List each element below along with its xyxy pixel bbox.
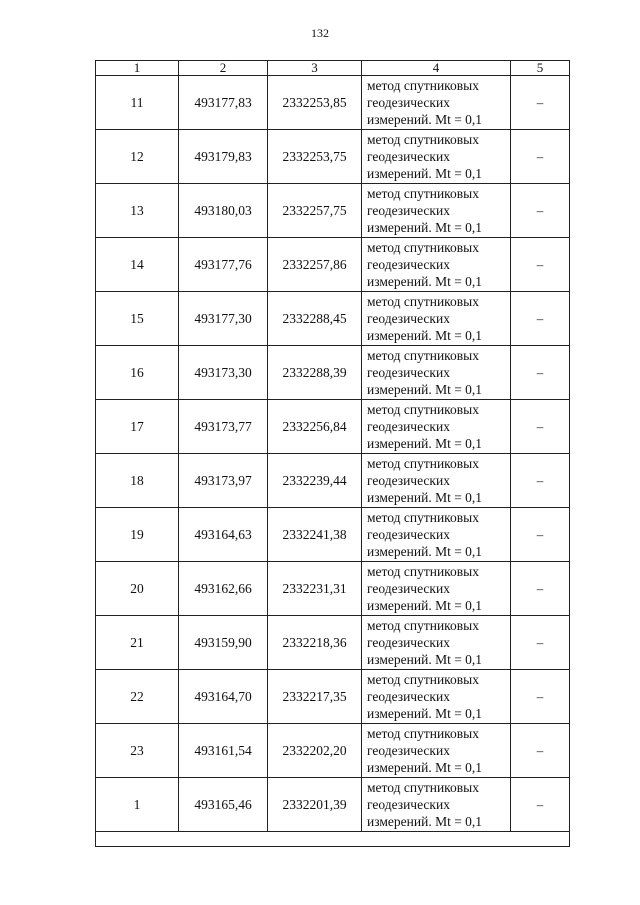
note-cell: – [511, 670, 570, 724]
x-coordinate-cell: 493161,54 [179, 724, 268, 778]
header-row [96, 61, 570, 76]
method-line: метод спутниковых [367, 618, 479, 633]
method-line: геодезических [367, 365, 450, 380]
method-line: геодезических [367, 743, 450, 758]
method-cell [362, 724, 511, 778]
y-coordinate-cell: 2332288,45 [268, 292, 362, 346]
x-coordinate-cell: 493179,83 [179, 130, 268, 184]
method-line: метод спутниковых [367, 672, 479, 687]
table-row [96, 454, 570, 508]
x-coordinate-cell: 493173,97 [179, 454, 268, 508]
table-header [96, 61, 570, 76]
method-line: измерений. Mt = 0,1 [367, 166, 483, 181]
point-number-cell: 23 [96, 724, 179, 778]
point-number-cell: 22 [96, 670, 179, 724]
method-cell [362, 454, 511, 508]
y-coordinate-cell: 2332239,44 [268, 454, 362, 508]
method-line: измерений. Mt = 0,1 [367, 598, 483, 613]
x-coordinate-cell: 493173,30 [179, 346, 268, 400]
point-number-cell: 20 [96, 562, 179, 616]
table-row [96, 724, 570, 778]
method-line: измерений. Mt = 0,1 [367, 814, 483, 829]
y-coordinate-cell: 2332257,86 [268, 238, 362, 292]
point-number-cell: 18 [96, 454, 179, 508]
method-cell [362, 616, 511, 670]
point-number-cell: 1 [96, 778, 179, 832]
table-row [96, 76, 570, 130]
method-line: метод спутниковых [367, 186, 479, 201]
method-line: геодезических [367, 311, 450, 326]
method-line: геодезических [367, 473, 450, 488]
note-cell: – [511, 508, 570, 562]
x-coordinate-cell: 493173,77 [179, 400, 268, 454]
method-line: метод спутниковых [367, 348, 479, 363]
table-row [96, 562, 570, 616]
method-cell [362, 508, 511, 562]
method-line: геодезических [367, 689, 450, 704]
method-line: метод спутниковых [367, 510, 479, 525]
method-line: измерений. Mt = 0,1 [367, 760, 483, 775]
method-line: метод спутниковых [367, 726, 479, 741]
method-line: измерений. Mt = 0,1 [367, 112, 483, 127]
note-cell: – [511, 454, 570, 508]
y-coordinate-cell: 2332202,20 [268, 724, 362, 778]
method-line: геодезических [367, 581, 450, 596]
y-coordinate-cell: 2332288,39 [268, 346, 362, 400]
note-cell: – [511, 184, 570, 238]
empty-table-row [96, 832, 570, 847]
method-line: геодезических [367, 419, 450, 434]
y-coordinate-cell: 2332253,85 [268, 76, 362, 130]
y-coordinate-cell: 2332257,75 [268, 184, 362, 238]
y-coordinate-cell: 2332217,35 [268, 670, 362, 724]
note-cell: – [511, 562, 570, 616]
method-line: геодезических [367, 203, 450, 218]
method-cell [362, 130, 511, 184]
point-number-cell: 13 [96, 184, 179, 238]
method-cell [362, 778, 511, 832]
note-cell: – [511, 346, 570, 400]
table-row [96, 238, 570, 292]
column-header-5: 5 [511, 61, 570, 76]
method-line: метод спутниковых [367, 402, 479, 417]
table-row [96, 778, 570, 832]
coordinates-table [95, 60, 570, 847]
point-number-cell: 11 [96, 76, 179, 130]
point-number-cell: 16 [96, 346, 179, 400]
method-line: геодезических [367, 527, 450, 542]
empty-cell [96, 832, 570, 847]
method-line: измерений. Mt = 0,1 [367, 706, 483, 721]
x-coordinate-cell: 493164,63 [179, 508, 268, 562]
table-row [96, 292, 570, 346]
method-line: метод спутниковых [367, 78, 479, 93]
note-cell: – [511, 76, 570, 130]
table-row [96, 346, 570, 400]
point-number-cell: 12 [96, 130, 179, 184]
table-row [96, 670, 570, 724]
method-cell [362, 238, 511, 292]
method-cell [362, 76, 511, 130]
point-number-cell: 17 [96, 400, 179, 454]
table-row [96, 400, 570, 454]
page-number: 132 [311, 26, 329, 40]
point-number-cell: 21 [96, 616, 179, 670]
point-number-cell: 14 [96, 238, 179, 292]
column-header-1: 1 [96, 61, 179, 76]
method-line: метод спутниковых [367, 294, 479, 309]
table-row [96, 130, 570, 184]
method-line: геодезических [367, 257, 450, 272]
method-cell [362, 184, 511, 238]
table-row [96, 184, 570, 238]
column-header-4: 4 [362, 61, 511, 76]
method-cell [362, 400, 511, 454]
method-line: измерений. Mt = 0,1 [367, 382, 483, 397]
y-coordinate-cell: 2332218,36 [268, 616, 362, 670]
x-coordinate-cell: 493162,66 [179, 562, 268, 616]
method-line: измерений. Mt = 0,1 [367, 436, 483, 451]
method-line: геодезических [367, 635, 450, 650]
method-line: измерений. Mt = 0,1 [367, 490, 483, 505]
method-line: метод спутниковых [367, 132, 479, 147]
x-coordinate-cell: 493159,90 [179, 616, 268, 670]
x-coordinate-cell: 493180,03 [179, 184, 268, 238]
point-number-cell: 19 [96, 508, 179, 562]
y-coordinate-cell: 2332256,84 [268, 400, 362, 454]
y-coordinate-cell: 2332241,38 [268, 508, 362, 562]
note-cell: – [511, 400, 570, 454]
method-line: геодезических [367, 95, 450, 110]
method-line: измерений. Mt = 0,1 [367, 328, 483, 343]
x-coordinate-cell: 493165,46 [179, 778, 268, 832]
note-cell: – [511, 724, 570, 778]
x-coordinate-cell: 493177,76 [179, 238, 268, 292]
method-line: метод спутниковых [367, 456, 479, 471]
method-line: метод спутниковых [367, 780, 479, 795]
note-cell: – [511, 130, 570, 184]
x-coordinate-cell: 493177,83 [179, 76, 268, 130]
y-coordinate-cell: 2332253,75 [268, 130, 362, 184]
method-cell [362, 346, 511, 400]
method-line: измерений. Mt = 0,1 [367, 220, 483, 235]
note-cell: – [511, 292, 570, 346]
note-cell: – [511, 616, 570, 670]
table-body [96, 76, 570, 847]
y-coordinate-cell: 2332231,31 [268, 562, 362, 616]
x-coordinate-cell: 493164,70 [179, 670, 268, 724]
table-row [96, 508, 570, 562]
method-line: измерений. Mt = 0,1 [367, 544, 483, 559]
method-line: геодезических [367, 797, 450, 812]
method-cell [362, 292, 511, 346]
note-cell: – [511, 238, 570, 292]
point-number-cell: 15 [96, 292, 179, 346]
method-line: геодезических [367, 149, 450, 164]
method-line: метод спутниковых [367, 240, 479, 255]
column-header-3: 3 [268, 61, 362, 76]
table-row [96, 616, 570, 670]
method-cell [362, 562, 511, 616]
column-header-2: 2 [179, 61, 268, 76]
method-line: измерений. Mt = 0,1 [367, 274, 483, 289]
method-line: метод спутниковых [367, 564, 479, 579]
method-cell [362, 670, 511, 724]
method-line: измерений. Mt = 0,1 [367, 652, 483, 667]
x-coordinate-cell: 493177,30 [179, 292, 268, 346]
note-cell: – [511, 778, 570, 832]
y-coordinate-cell: 2332201,39 [268, 778, 362, 832]
